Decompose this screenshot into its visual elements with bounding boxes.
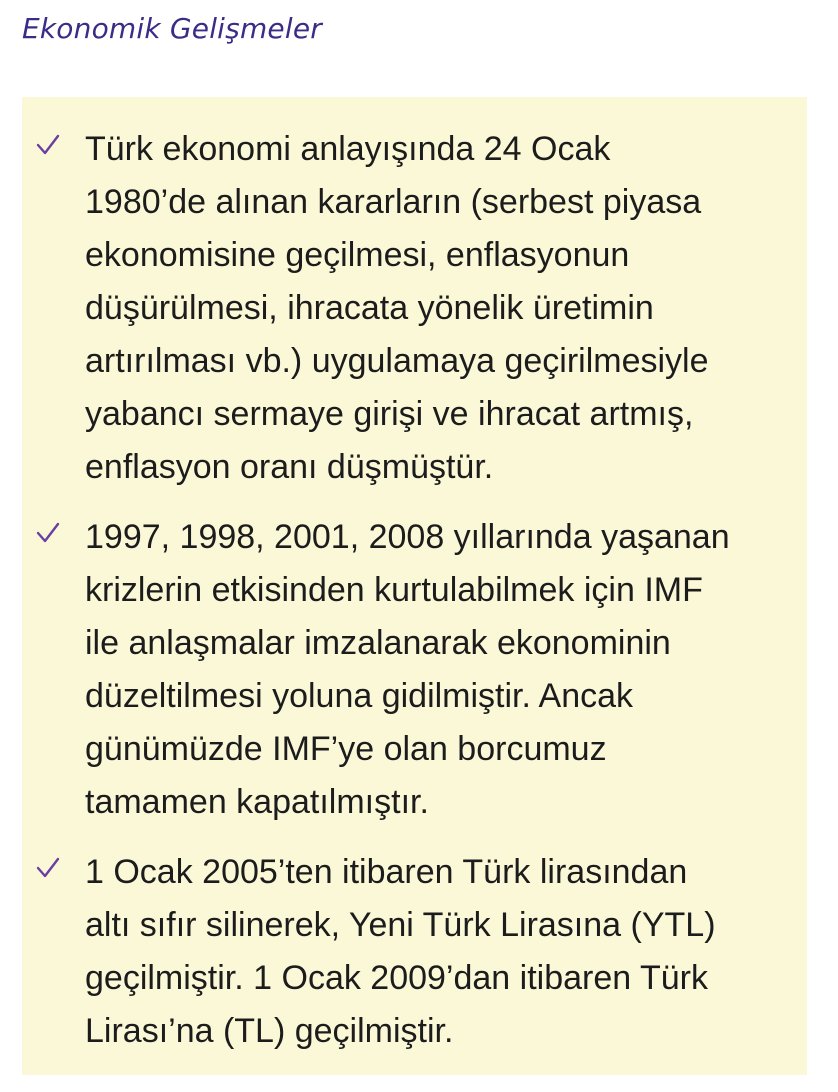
checkmark-icon [34, 519, 62, 547]
list-item-text: 1997, 1998, 2001, 2008 yıllarında yaşanan krizlerin etkisinden kurtulabilmek için IMF ile anlaşmalar imzalanarak ekonominin düzeltilmesi yoluna gidilmiştir. Ancak günümüzde IMF’ye olan borcumuz tamamen kapatılmıştır. [85, 518, 730, 821]
checkmark-icon [34, 854, 62, 882]
section-title: Ekonomik Gelişmeler [22, 12, 322, 45]
content-box [22, 97, 807, 1075]
list-item-text: Türk ekonomi anlayışında 24 Ocak 1980’de alınan kararların (serbest piyasa ekonomisine geçilmesi, enflasyonun düşürülmesi, ihracata yönelik üretimin artırılması vb.) uygulamaya geçirilmesiyle yabancı sermaye girişi ve ihracat artmış, enflasyon oranı düşmüştür. [85, 130, 709, 486]
list-item-text: 1 Ocak 2005’ten itibaren Türk lirasından altı sıfır silinerek, Yeni Türk Lirasına (YTL) geçilmiştir. 1 Ocak 2009’dan itibaren Türk Lirası’na (TL) geçilmiştir. [85, 853, 716, 1050]
checkmark-icon [34, 131, 62, 159]
